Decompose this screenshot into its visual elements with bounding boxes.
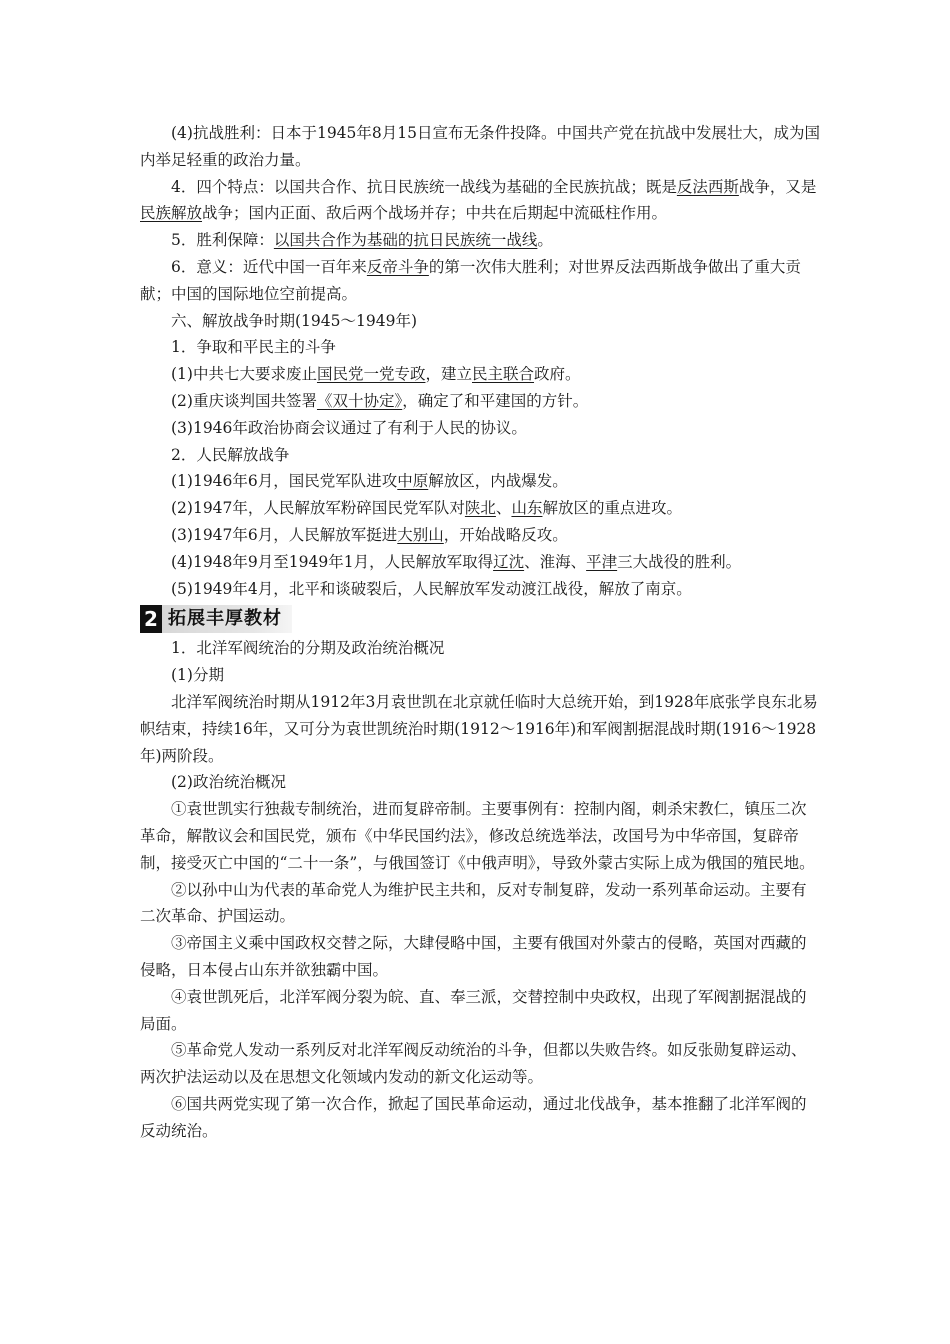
fill-blank: 平津 (586, 552, 618, 571)
fill-blank: 国民党一党专政 (316, 365, 426, 384)
fill-blank: 中原 (397, 472, 429, 491)
paragraph: 北洋军阀统治时期从1912年3月袁世凯在北京就任临时大总统开始，到1928年底张学良东北易帜结束，持续16年，又可分为袁世凯统治时期(1912～1916年)和军阀割据混战时期(1916～1928年)两阶段。 (140, 692, 818, 765)
paragraph: ⑤革命党人发动一系列反对北洋军阀反动统治的斗争，但都以失败告终。如反张勋复辟运动、两次护法运动以及在思想文化领域内发动的新文化运动等。 (140, 1041, 807, 1087)
paragraph-four-features: 4．四个特点：以国共合作、抗日民族统一战线为基础的全民族抗战；既是反法西斯战争，又是民族解放战争；国内正面、敌后两个战场并存；中共在后期起中流砥柱作用。 (140, 177, 817, 223)
badge-title: 拓展丰厚教材 (162, 605, 292, 633)
fill-blank: 民族解放 (140, 204, 203, 223)
subsection-heading: 1．争取和平民主的斗争 (171, 338, 336, 357)
fill-blank: 大别山 (397, 525, 444, 544)
paragraph: ⑥国共两党实现了第一次合作，掀起了国民革命运动，通过北伐战争，基本推翻了北洋军阀的反动统治。 (140, 1094, 807, 1140)
badge-number: 2 (140, 605, 162, 633)
document-page (140, 120, 820, 1144)
fill-blank: 民主联合 (472, 365, 535, 384)
paragraph-significance: 6．意义：近代中国一百年来反帝斗争的第一次伟大胜利；对世界反法西斯战争做出了重大贡献；中国的国际地位空前提高。 (140, 257, 801, 303)
list-item: (2)1947年，人民解放军粉碎国民党军队对陕北、山东解放区的重点进攻。 (171, 499, 682, 518)
list-item: (3)1947年6月，人民解放军挺进大别山，开始战略反攻。 (171, 525, 568, 544)
list-item: (5)1949年4月，北平和谈破裂后，人民解放军发动渡江战役，解放了南京。 (171, 579, 692, 598)
list-item: (4)1948年9月至1949年1月，人民解放军取得辽沈、淮海、平津三大战役的胜利。 (171, 552, 742, 571)
sub-heading: (1)分期 (171, 666, 224, 685)
paragraph-guarantee: 5．胜利保障：以国共合作为基础的抗日民族统一战线。 (171, 231, 553, 250)
fill-blank: 《双十协定》 (316, 391, 403, 410)
list-item: (1)1946年6月，国民党军队进攻中原解放区，内战爆发。 (171, 472, 568, 491)
fill-blank: 反帝斗争 (366, 257, 429, 276)
fill-blank: 陕北 (464, 499, 496, 518)
paragraph: ①袁世凯实行独裁专制统治，进而复辟帝制。主要事例有：控制内阁，刺杀宋教仁，镇压二次革命，解散议会和国民党，颁布《中华民国约法》，修改总统选举法，改国号为中华帝国，复辟帝制，接受灭亡中国的“二十一条”，与俄国签订《中俄声明》，导致外蒙古实际上成为俄国的殖民地。 (140, 800, 815, 872)
fill-blank: 山东 (511, 499, 543, 518)
paragraph: ④袁世凯死后，北洋军阀分裂为皖、直、奉三派，交替控制中央政权，出现了军阀割据混战的局面。 (140, 987, 807, 1033)
list-item: (2)重庆谈判国共签署《双十协定》，确定了和平建国的方针。 (171, 391, 589, 410)
subsection-heading: 2．人民解放战争 (171, 445, 290, 464)
paragraph: ③帝国主义乘中国政权交替之际，大肆侵略中国，主要有俄国对外蒙古的侵略，英国对西藏的侵略，日本侵占山东并欲独霸中国。 (140, 934, 807, 979)
fill-blank: 反法西斯 (676, 177, 739, 196)
list-item: (3)1946年政治协商会议通过了有利于人民的协议。 (171, 418, 527, 437)
fill-blank: 辽沈 (493, 552, 525, 571)
section-heading: 六、解放战争时期(1945～1949年) (171, 311, 417, 330)
subsection-heading: 1．北洋军阀统治的分期及政治统治概况 (171, 639, 445, 658)
section-badge (140, 605, 820, 633)
list-item: (1)中共七大要求废止国民党一党专政，建立民主联合政府。 (171, 365, 581, 384)
sub-heading: (2)政治统治概况 (171, 773, 286, 792)
paragraph: ②以孙中山为代表的革命党人为维护民主共和，反对专制复辟，发动一系列革命运动。主要有二次革命、护国运动。 (140, 880, 807, 926)
fill-blank: 以国共合作为基础的抗日民族统一战线 (273, 231, 538, 250)
paragraph-victory: (4)抗战胜利：日本于1945年8月15日宣布无条件投降。中国共产党在抗战中发展壮大，成为国内举足轻重的政治力量。 (140, 124, 820, 169)
